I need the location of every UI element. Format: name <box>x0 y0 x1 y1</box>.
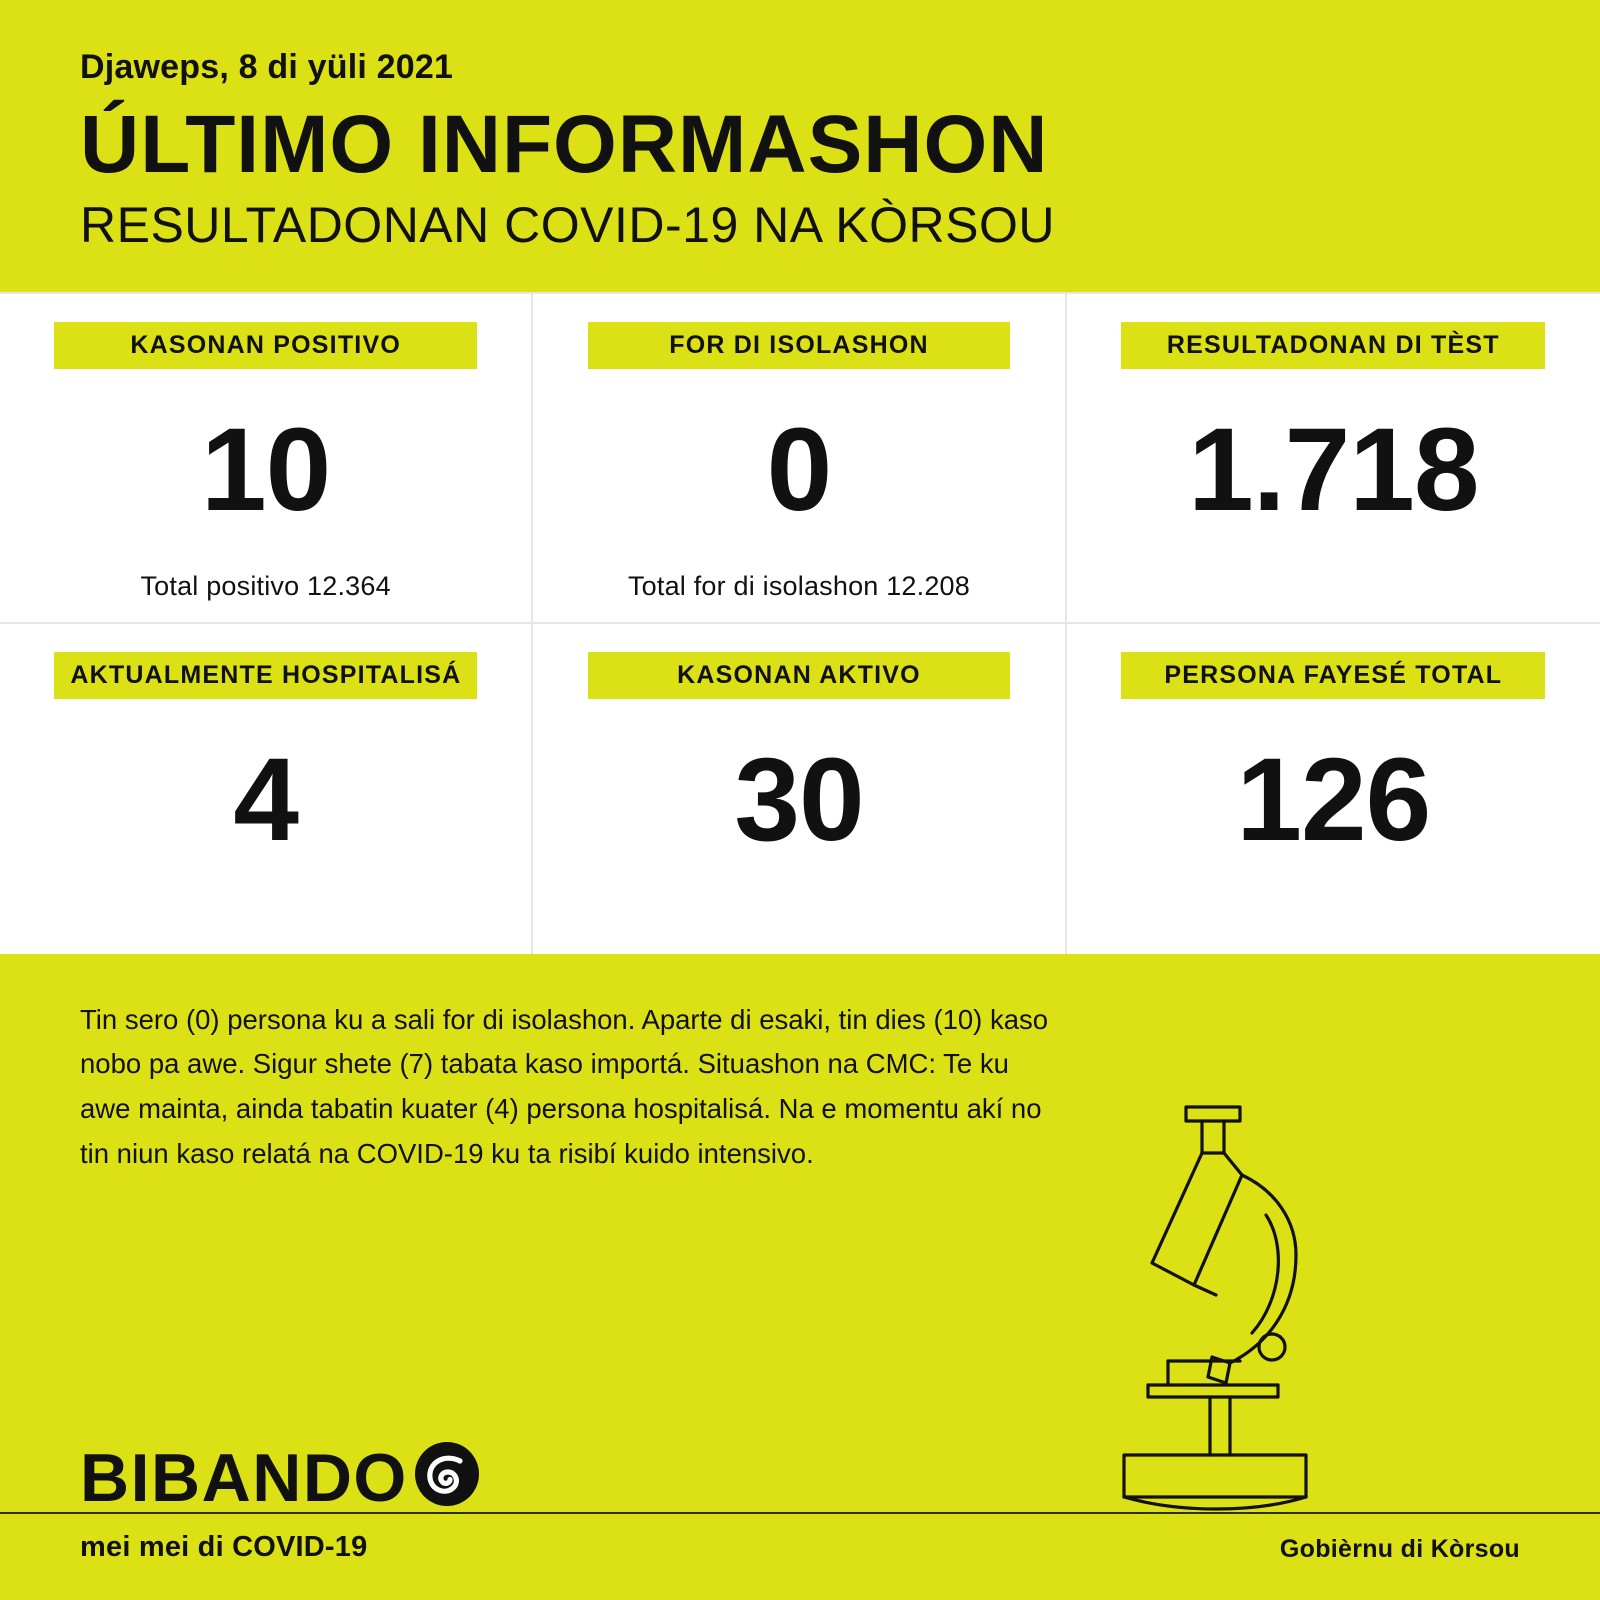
stat-value: 1.718 <box>1188 403 1479 536</box>
stat-value: 126 <box>1236 733 1431 866</box>
brand-name: BIBANDO <box>80 1439 408 1516</box>
stat-card-active-cases <box>533 624 1066 954</box>
stat-value: 30 <box>734 733 864 866</box>
stat-card-positive-cases <box>0 294 533 624</box>
stat-value: 10 <box>201 403 331 536</box>
swirl-logo-icon <box>414 1441 480 1512</box>
microscope-icon <box>1090 1095 1350 1530</box>
stat-label: PERSONA FAYESÉ TOTAL <box>1121 652 1545 699</box>
stat-label: FOR DI ISOLASHON <box>588 322 1011 369</box>
page-title: ÚLTIMO INFORMASHON <box>80 99 1049 190</box>
report-date: Djaweps, 8 di yüli 2021 <box>80 48 454 86</box>
brand-tagline: mei mei di COVID-19 <box>80 1531 368 1563</box>
stat-card-test-results <box>1067 294 1600 624</box>
footer-note: Tin sero (0) persona ku a sali for di isolashon. Aparte di esaki, tin dies (10) kaso nobo pa awe. Sigur shete (7) tabata kaso importá. Situashon na CMC: Te ku awe mainta, ainda tabatin kuater (4) persona hospitalisá. Na e momentu akí no tin niun kaso relatá na COVID-19 ku ta risibí kuido intensivo. <box>80 1003 1049 1169</box>
stat-subtext: Total positivo 12.364 <box>140 570 391 601</box>
stat-card-currently-hospitalized <box>0 624 533 954</box>
stat-card-total-deaths <box>1067 624 1600 954</box>
stat-label: KASONAN POSITIVO <box>54 322 477 369</box>
stat-card-out-of-isolation <box>533 294 1066 624</box>
stat-label: RESULTADONAN DI TÈST <box>1121 322 1545 369</box>
header-banner <box>0 0 1600 292</box>
stat-label: KASONAN AKTIVO <box>588 652 1011 699</box>
brand-logo <box>80 1441 480 1514</box>
stat-value: 4 <box>233 733 298 866</box>
stat-label: AKTUALMENTE HOSPITALISÁ <box>54 652 477 699</box>
stats-grid <box>0 292 1600 954</box>
footer-banner <box>0 954 1600 1600</box>
page-subtitle: RESULTADONAN COVID-19 NA KÒRSOU <box>80 197 1055 254</box>
stat-value: 0 <box>766 403 832 536</box>
government-credit: Gobièrnu di Kòrsou <box>1279 1535 1520 1563</box>
stat-subtext: Total for di isolashon 12.208 <box>627 570 970 601</box>
